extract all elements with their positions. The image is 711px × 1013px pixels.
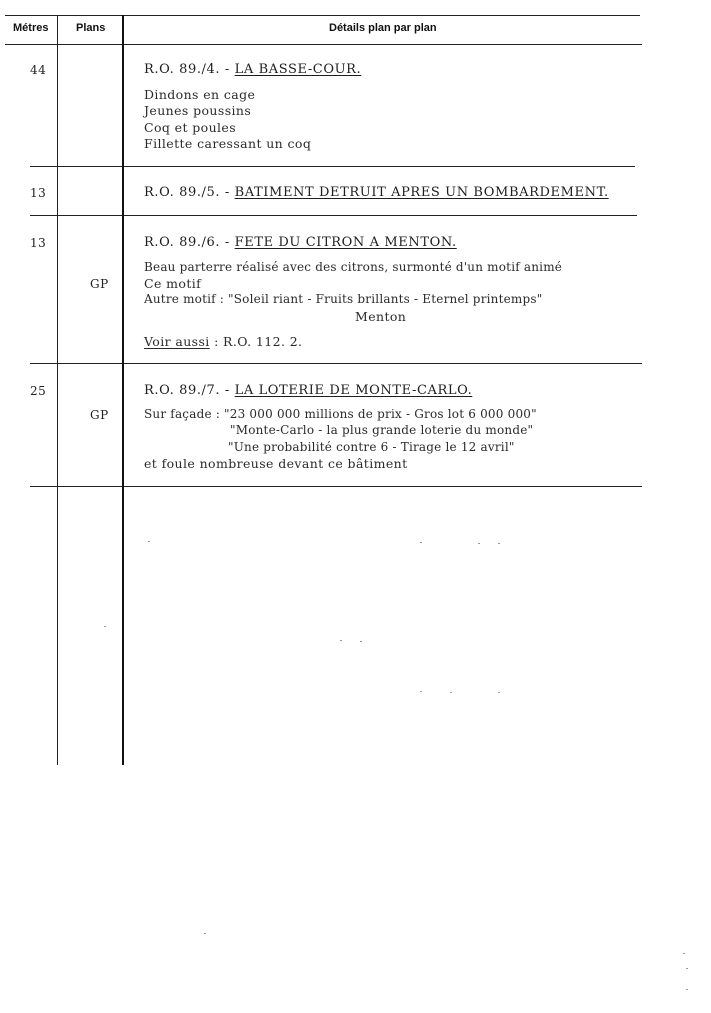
entry-3-line-4: Menton <box>355 309 407 324</box>
entry-4-line-1: Sur façade : "23 000 000 millions de prix - Gros lot 6 000 000" <box>144 407 537 421</box>
header-metres: Métres <box>13 22 49 34</box>
header-details: Détails plan par plan <box>329 22 437 34</box>
col-divider-plans <box>122 15 124 765</box>
entry-1-line-3: Coq et poules <box>144 120 237 135</box>
scan-speck <box>340 640 342 641</box>
rule-under-header <box>5 44 642 45</box>
entry-4-line-4: et foule nombreuse devant ce bâtiment <box>144 456 408 471</box>
scan-speck <box>683 953 685 954</box>
entry-1-title: LA BASSE-COUR. <box>234 62 362 77</box>
entry-1-line-2: Jeunes poussins <box>144 103 252 118</box>
entry-3-see-also-ref: : R.O. 112. 2. <box>214 334 303 349</box>
rule-top <box>5 15 640 16</box>
entry-3-ref: R.O. 89./6. - <box>144 235 230 250</box>
entry-3-metres: 13 <box>30 236 47 250</box>
scan-speck <box>148 541 150 542</box>
entry-4-ref: R.O. 89./7. - <box>144 383 230 398</box>
entry-3-plans: GP <box>90 277 109 291</box>
entry-4-metres: 25 <box>30 384 47 398</box>
scan-speck <box>498 692 500 693</box>
entry-4-plans: GP <box>90 408 109 422</box>
scan-speck <box>686 989 688 990</box>
scan-speck <box>204 933 206 934</box>
entry-4-line-2: "Monte-Carlo - la plus grande loterie du monde" <box>230 423 534 437</box>
scan-speck <box>420 691 422 692</box>
entry-1-title-line <box>144 62 361 77</box>
entry-3-title: FETE DU CITRON A MENTON. <box>234 235 457 250</box>
entry-2-metres: 13 <box>30 186 47 200</box>
scan-speck <box>478 543 480 544</box>
scan-speck <box>498 543 500 544</box>
entry-3-line-2: Ce motif <box>144 276 202 291</box>
entry-3-see-also-label: Voir aussi <box>144 334 210 349</box>
entry-3-title-line <box>144 235 457 250</box>
col-divider-metres <box>57 15 58 765</box>
entry-1-line-1: Dindons en cage <box>144 87 256 102</box>
rule-entry-1 <box>30 166 635 167</box>
scan-speck <box>450 692 452 693</box>
entry-3-line-3: Autre motif : "Soleil riant - Fruits brillants - Eternel printemps" <box>144 292 543 306</box>
entry-3-line-1: Beau parterre réalisé avec des citrons, surmonté d'un motif animé <box>144 260 563 274</box>
entry-1-ref: R.O. 89./4. - <box>144 62 230 77</box>
entry-4-line-3: "Une probabilité contre 6 - Tirage le 12 avril" <box>228 440 515 454</box>
scan-speck <box>686 968 688 969</box>
entry-1-metres: 44 <box>30 63 47 77</box>
entry-2-ref: R.O. 89./5. - <box>144 185 230 200</box>
entry-2-title: BATIMENT DETRUIT APRES UN BOMBARDEMENT. <box>234 185 609 200</box>
scan-speck <box>104 626 106 627</box>
scan-speck <box>420 542 422 543</box>
entry-4-title: LA LOTERIE DE MONTE-CARLO. <box>234 383 473 398</box>
entry-3-see-also <box>144 334 302 349</box>
entry-4-title-line <box>144 383 472 398</box>
entry-2-title-line <box>144 185 609 200</box>
header-plans: Plans <box>76 22 106 34</box>
scan-speck <box>360 641 362 642</box>
entry-1-line-4: Fillette caressant un coq <box>144 136 312 151</box>
